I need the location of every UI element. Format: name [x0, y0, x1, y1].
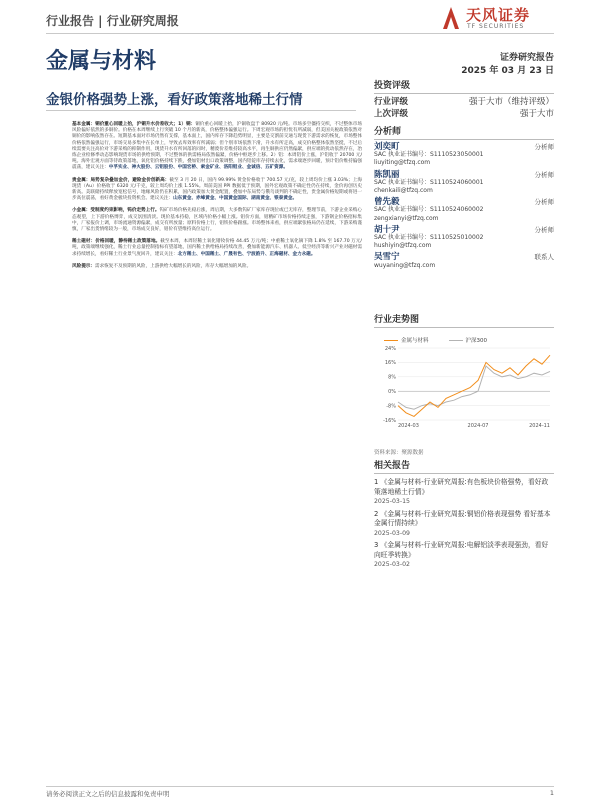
- footer-divider: [46, 786, 554, 787]
- analyst-header: [374, 253, 554, 261]
- page-number: 1: [549, 789, 554, 797]
- paragraph-lead: 稀土磁材：价格回暖，静待稀土政策落地。: [72, 239, 161, 245]
- analyst-sac: SAC 执业证书编号：S1110524060002: [374, 206, 484, 214]
- y-tick-label: -8%: [386, 403, 396, 410]
- analyst-email[interactable]: zengxianyi@tfzq.com: [374, 214, 439, 222]
- logo-subtext: TF SECURITIES: [467, 23, 525, 30]
- y-tick-label: -16%: [383, 417, 396, 424]
- analyst-sac: SAC 执业证书编号：S1110523050001: [374, 151, 484, 159]
- legend-item: [449, 336, 488, 344]
- chart-legend: [374, 336, 554, 344]
- y-tick-label: 24%: [384, 345, 396, 352]
- analyst-role: 分析师: [534, 143, 554, 151]
- chart-source: 资料来源：聚源数据: [374, 450, 424, 456]
- legend-label: 金属与材料: [401, 338, 429, 344]
- industry-rating-label: 行业评级: [374, 97, 409, 107]
- analyst-role: 联系人: [534, 253, 554, 262]
- paragraph-risk: [72, 264, 362, 270]
- prev-rating-row: [374, 108, 554, 120]
- paragraph-highlight: 中孚实业、神火股份、云铝股份、中国宏桥、索金矿业、洛阳钼业、金诚信、五矿资源。: [108, 165, 288, 171]
- legend-swatch-icon: [449, 340, 463, 342]
- paragraph-lead: 风险提示：: [72, 263, 95, 269]
- analyst-header: [374, 226, 554, 234]
- related-report-title: 2 《金属与材料-行业研究周报:铜铝价格表现强势 看好基本金属行情持续》: [374, 509, 551, 527]
- related-report-item[interactable]: [374, 510, 554, 539]
- y-tick-label: 16%: [384, 360, 396, 367]
- industry-rating-row: [374, 96, 554, 108]
- trend-chart: [374, 344, 554, 428]
- header-divider: [46, 33, 554, 34]
- paragraph-precious-metals: [72, 178, 362, 203]
- related-report-date: 2025-03-15: [374, 498, 410, 505]
- analyst-name: 曾先毅: [374, 197, 400, 208]
- sector-title: 金属与材料: [46, 49, 157, 74]
- analyst-sac: SAC 执业证书编号：S1110524060001: [374, 178, 484, 186]
- related-report-date: 2025-03-02: [374, 561, 410, 568]
- report-date: 2025 年 03 月 23 日: [461, 66, 554, 76]
- prev-rating-label: 上次评级: [374, 109, 409, 119]
- series-line: [398, 366, 550, 409]
- paragraph-lead: 贵金属：局势复杂叠加金价，避险金价创新高：: [72, 177, 170, 183]
- analyst-entry: [374, 143, 554, 168]
- analyst-name: 刘奕町: [374, 142, 400, 152]
- related-report-title: 1 《金属与材料-行业研究周报:有色板块价格强势，看好政策落地稀土行情》: [374, 478, 549, 496]
- analyst-email[interactable]: chenkaili@tfzq.com: [374, 187, 433, 195]
- y-tick-label: 0%: [388, 389, 396, 395]
- paragraph-minor-metals: [72, 208, 362, 233]
- x-tick-label: 2024-07: [467, 423, 489, 428]
- analyst-role: 分析师: [534, 225, 554, 234]
- analyst-name: 陈凯丽: [374, 169, 400, 180]
- analyst-name: 胡十尹: [374, 224, 400, 235]
- title-divider: [46, 110, 356, 111]
- related-report-item[interactable]: [374, 478, 554, 507]
- report-category: 行业报告 | 行业研究周报: [46, 14, 179, 28]
- analyst-email[interactable]: wuyaning@tfzq.com: [374, 261, 436, 269]
- paragraph-lead: 基本金属：铜价重心回暖上抬，沪铜升水价差收大；1）铜：: [72, 122, 196, 127]
- company-logo: [440, 3, 560, 37]
- series-line: [398, 355, 550, 416]
- legend-item: [384, 336, 429, 344]
- logo-mark-icon: [440, 5, 462, 31]
- analyst-entry: [374, 171, 554, 196]
- paragraph-text: 需求恢复不及预期的风险，上游供给大幅增长的风险，库存大幅增加的风险。: [94, 263, 252, 269]
- analyst-list: [374, 143, 554, 270]
- rating-heading: 投资评级: [374, 78, 554, 94]
- paragraph-rare-earth: [72, 239, 362, 258]
- x-tick-label: 2024-11: [529, 423, 550, 428]
- rating-panel: [374, 78, 554, 120]
- analyst-role: 分析师: [534, 198, 554, 207]
- analyst-header: [374, 171, 554, 179]
- related-report-date: 2025-03-09: [374, 529, 410, 537]
- report-body: [72, 122, 362, 276]
- prev-rating-value: 强于大市: [519, 109, 554, 119]
- logo-text: 天风证券: [466, 6, 531, 24]
- paragraph-text: 钨矿市场价格先稳后涨，周后期，大多数钨矿厂家库存现位或已无库存，整理节前，下游企业采购心态观望，上下游价格博弈，成交氛围清淡。现价基本持稳，区域内价格小幅上涨。钼价方面，钼精矿市场价格持续走强，下游钢企价格招标集中，厂家报价上调，市场流通资源偏紧，成交有所放量；原料价格上行，钼铁价格跟涨。市场整体来看，供应端紧张格局仍在延续，下游采购谨慎，厂家出货情绪较为一般，市场成交良好，钼价有望维持高位运行。: [72, 208, 362, 233]
- analyst-entry: [374, 253, 554, 269]
- analyst-sac: SAC 执业证书编号：S1110525010002: [374, 234, 484, 242]
- x-tick-label: 2024-03: [398, 423, 419, 428]
- analyst-email[interactable]: hushiyin@tfzq.com: [374, 242, 432, 250]
- industry-rating-value: 强于大市（维持评级）: [468, 97, 554, 107]
- paragraph-lead: 小金属：受制度约束影响，钨价走势上行。: [72, 208, 160, 214]
- y-tick-label: 8%: [388, 374, 396, 381]
- related-report-title: 3 《金属与材料-行业研究周报:电解铝淡季表现强劲，看好向旺季转换》: [374, 541, 549, 559]
- trend-heading: 行业走势图: [374, 312, 554, 328]
- legend-swatch-icon: [384, 340, 398, 342]
- related-list: [374, 478, 554, 570]
- analyst-entry: [374, 226, 554, 251]
- analyst-header: [374, 143, 554, 151]
- paragraph-text: 铜价重心回暖上抬，沪铜收盘于 80920 元/吨。市场多空僵持交织，不过整体市场风险偏好依然的多铜价。价格在本周继续上行突破 10 个月的新高，价格整体偏强运行。下周宏观市场的担忧有所减弱，但美国关税政策依然对铜价的影响依然存在。短期基本面对市场仍然有支撑，基本面上，国内库存下降趋势明显，主要是交割前交通与现货下游需求的恢复，市场整体价格依然偏强运行，市场交易多集中在长单上，导致去库效率有所减弱；但个别市场依然下滑，升水有所走高，成交价格整体依然坚挺，不过后续需要关注高价对下游采购的抑制作用，现货升水有所回落的同时，精废价差维持较高水平，再生铜供应仍然偏紧，供应端的扰动依然存在，冶炼企业检修季动态影响现货市场的供给预期，不过整体的供需格局依然偏紧，价格中枢逐步上移。2）铝：本周铝价上涨，沪铝收于 20700 元/吨。海外宏观方面等待政策落地，氧化铝价格持续下跌，叠加铝材出口政策调整，国内铝锭库存持续去化，需求端逐步回暖，预计铝价维持偏强震荡，建议关注：: [72, 122, 362, 171]
- paragraph-highlight: 山东黄金、赤峰黄金、中国黄金国际、湖南黄金、银泰黄金。: [173, 196, 298, 202]
- related-heading: 相关报告: [374, 458, 554, 474]
- report-type: 证券研究报告: [499, 53, 554, 63]
- paragraph-text: 截至本周，本周轻稀土氧化镨钕价格 44.45 万元/吨；中重稀土氧化镝下降 1.8% 至 167.70 万元/吨，政策端继续强化，稀土行业总量控制指标有望落地，国内稀土供给格局持续改善，叠加新能源汽车、机器人、低空经济等新兴产业对磁材需求持续增长，看好稀土行业景气度回升，建议关注：: [72, 239, 362, 257]
- report-title: 金银价格强势上涨，看好政策落地稀土行情: [46, 92, 303, 108]
- footer-disclaimer[interactable]: 请务必阅读正文之后的信息披露和免责申明: [46, 790, 170, 798]
- related-report-item[interactable]: [374, 541, 554, 570]
- paragraph-base-metals: [72, 122, 362, 172]
- analysts-heading: 分析师: [374, 124, 554, 140]
- paragraph-highlight: 北方稀土、中国稀土、广晟有色、宁波韵升、正海磁材、金力永磁。: [177, 251, 316, 257]
- analyst-email[interactable]: liuyiting@tfzq.com: [374, 159, 431, 167]
- paragraph-text: 截至 3 月 20 日，国内 99.99% 黄金价格收于 700.57 元/克，较上周均价上涨 3.03%；上海现货（Au）价格收于 6320 元/千克，较上周均价上涨 1.55%。周前美国 PPI 数据低于预期，国外宏观政策不确定性仍在持续，金价再创历史新高。美联储持续释放宽松信号，地缘风险仍在积累，国内政策加大黄金配置，叠加中东局势与俄乌谈判的不确定性，贵金属价格短期或将进一步高位震荡，看好黄金板块投资机会。建议关注：: [72, 177, 362, 202]
- analysts-panel: [374, 124, 554, 270]
- analyst-entry: [374, 198, 554, 223]
- trend-panel: [374, 312, 554, 456]
- legend-label: 沪深300: [465, 338, 488, 344]
- related-panel: [374, 458, 554, 573]
- analyst-name: 吴雪宁: [374, 252, 400, 263]
- analyst-role: 分析师: [534, 170, 554, 179]
